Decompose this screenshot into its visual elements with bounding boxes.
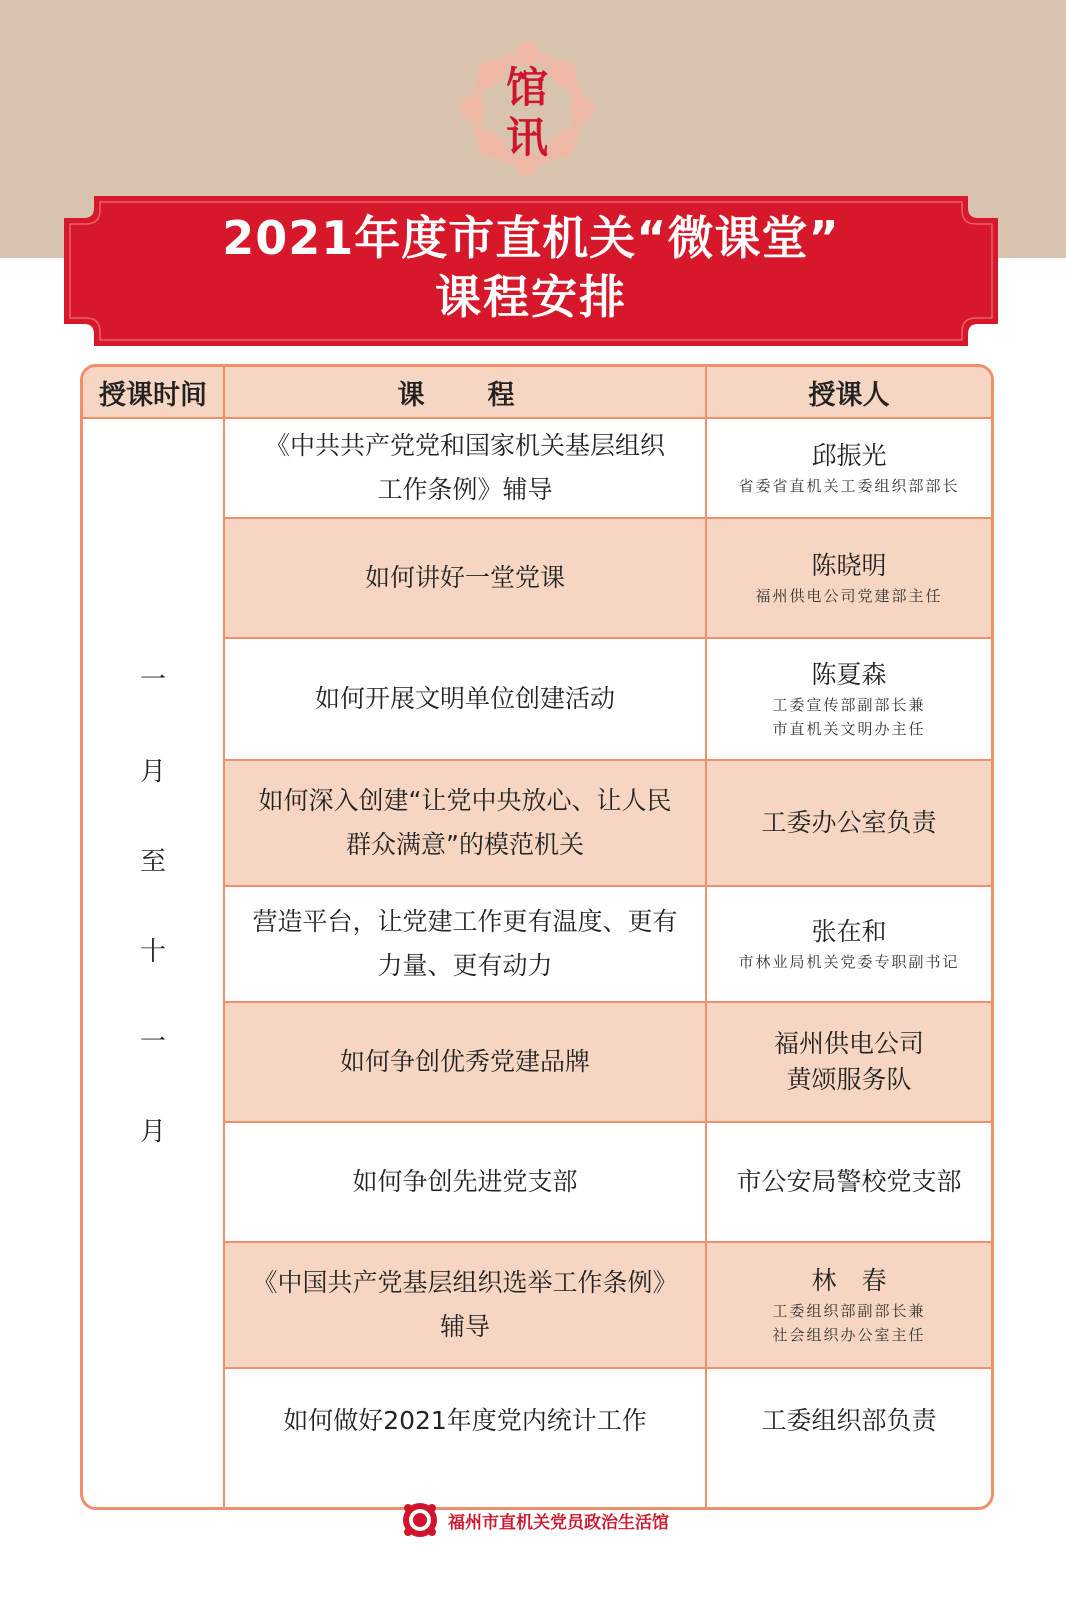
teacher-cell xyxy=(707,1123,991,1241)
teacher-name: 邱振光 xyxy=(811,441,887,470)
course-line: 群众满意”的模范机关 xyxy=(346,830,584,859)
course-line: 如何争创先进党支部 xyxy=(352,1167,578,1196)
teacher-cell xyxy=(707,1369,991,1473)
course-cell xyxy=(225,887,705,1001)
teacher-cell xyxy=(707,519,991,637)
banner-title xyxy=(64,208,998,326)
header-time: 授课时间 xyxy=(83,367,223,417)
teacher-name: 陈晓明 xyxy=(811,551,887,580)
teacher-name-2: 黄颂服务队 xyxy=(786,1065,912,1094)
teacher-cell xyxy=(707,1243,991,1367)
course-cell xyxy=(225,1243,705,1367)
teacher-role: 省委省直机关工委组织部部长 xyxy=(738,477,960,495)
course-line: 营造平台，让党建工作更有温度、更有 xyxy=(252,907,678,936)
teacher-name: 林 春 xyxy=(811,1266,887,1295)
footer xyxy=(400,1500,669,1540)
teacher-name: 市公安局警校党支部 xyxy=(736,1167,962,1196)
ornament-logo-icon xyxy=(400,1500,440,1540)
logo-char-2: 讯 xyxy=(505,113,549,162)
header-teacher: 授课人 xyxy=(707,367,991,417)
course-line: 《中国共产党基层组织选举工作条例》 xyxy=(252,1268,678,1297)
header-course: 课 程 xyxy=(225,367,705,417)
teacher-name: 张在和 xyxy=(811,917,887,946)
course-line: 如何争创优秀党建品牌 xyxy=(339,1047,590,1076)
course-line: 辅导 xyxy=(439,1312,490,1341)
course-line: 力量、更有动力 xyxy=(377,951,553,980)
teacher-role: 市林业局机关党委专职副书记 xyxy=(738,953,960,971)
time-char: 至 xyxy=(139,847,166,877)
time-char: 一 xyxy=(139,665,166,695)
course-cell xyxy=(225,761,705,885)
course-cell xyxy=(225,639,705,759)
teacher-cell xyxy=(707,419,991,517)
teacher-role: 社会组织办公室主任 xyxy=(772,1326,926,1344)
teacher-cell xyxy=(707,1003,991,1121)
time-char: 月 xyxy=(139,757,166,787)
schedule-table xyxy=(80,364,994,1510)
teacher-role: 市直机关文明办主任 xyxy=(772,720,926,738)
ornament-logo-icon xyxy=(452,34,602,184)
time-char: 十 xyxy=(139,937,166,967)
course-cell xyxy=(225,419,705,517)
logo-char-1: 馆 xyxy=(505,63,549,112)
course-line: 如何开展文明单位创建活动 xyxy=(314,684,615,713)
teacher-cell xyxy=(707,887,991,1001)
course-line: 如何做好2021年度党内统计工作 xyxy=(283,1406,647,1435)
teacher-role: 工委宣传部副部长兼 xyxy=(772,696,926,714)
teacher-name: 福州供电公司 xyxy=(773,1029,924,1058)
course-line: 如何讲好一堂党课 xyxy=(364,563,565,592)
course-cell xyxy=(225,1003,705,1121)
teacher-role: 福州供电公司党建部主任 xyxy=(755,587,943,605)
course-line: 如何深入创建“让党中央放心、让人民 xyxy=(258,786,672,815)
banner-title-line1: 2021年度市直机关“微课堂” xyxy=(222,211,840,265)
course-cell xyxy=(225,1369,705,1473)
teacher-cell xyxy=(707,761,991,885)
teacher-name: 陈夏森 xyxy=(811,660,887,689)
course-cell xyxy=(225,1123,705,1241)
course-line: 《中共共产党党和国家机关基层组织 xyxy=(264,431,665,460)
course-line: 工作条例》辅导 xyxy=(377,475,553,504)
course-cell xyxy=(225,519,705,637)
time-char: 一 xyxy=(139,1027,166,1057)
teacher-name: 工委组织部负责 xyxy=(761,1406,937,1435)
footer-text: 福州市直机关党员政治生活馆 xyxy=(448,1512,669,1533)
teacher-cell xyxy=(707,639,991,759)
teacher-name: 工委办公室负责 xyxy=(761,808,937,837)
teacher-role: 工委组织部副部长兼 xyxy=(772,1302,926,1320)
time-char: 月 xyxy=(139,1117,166,1147)
banner-title-line2: 课程安排 xyxy=(435,270,627,324)
